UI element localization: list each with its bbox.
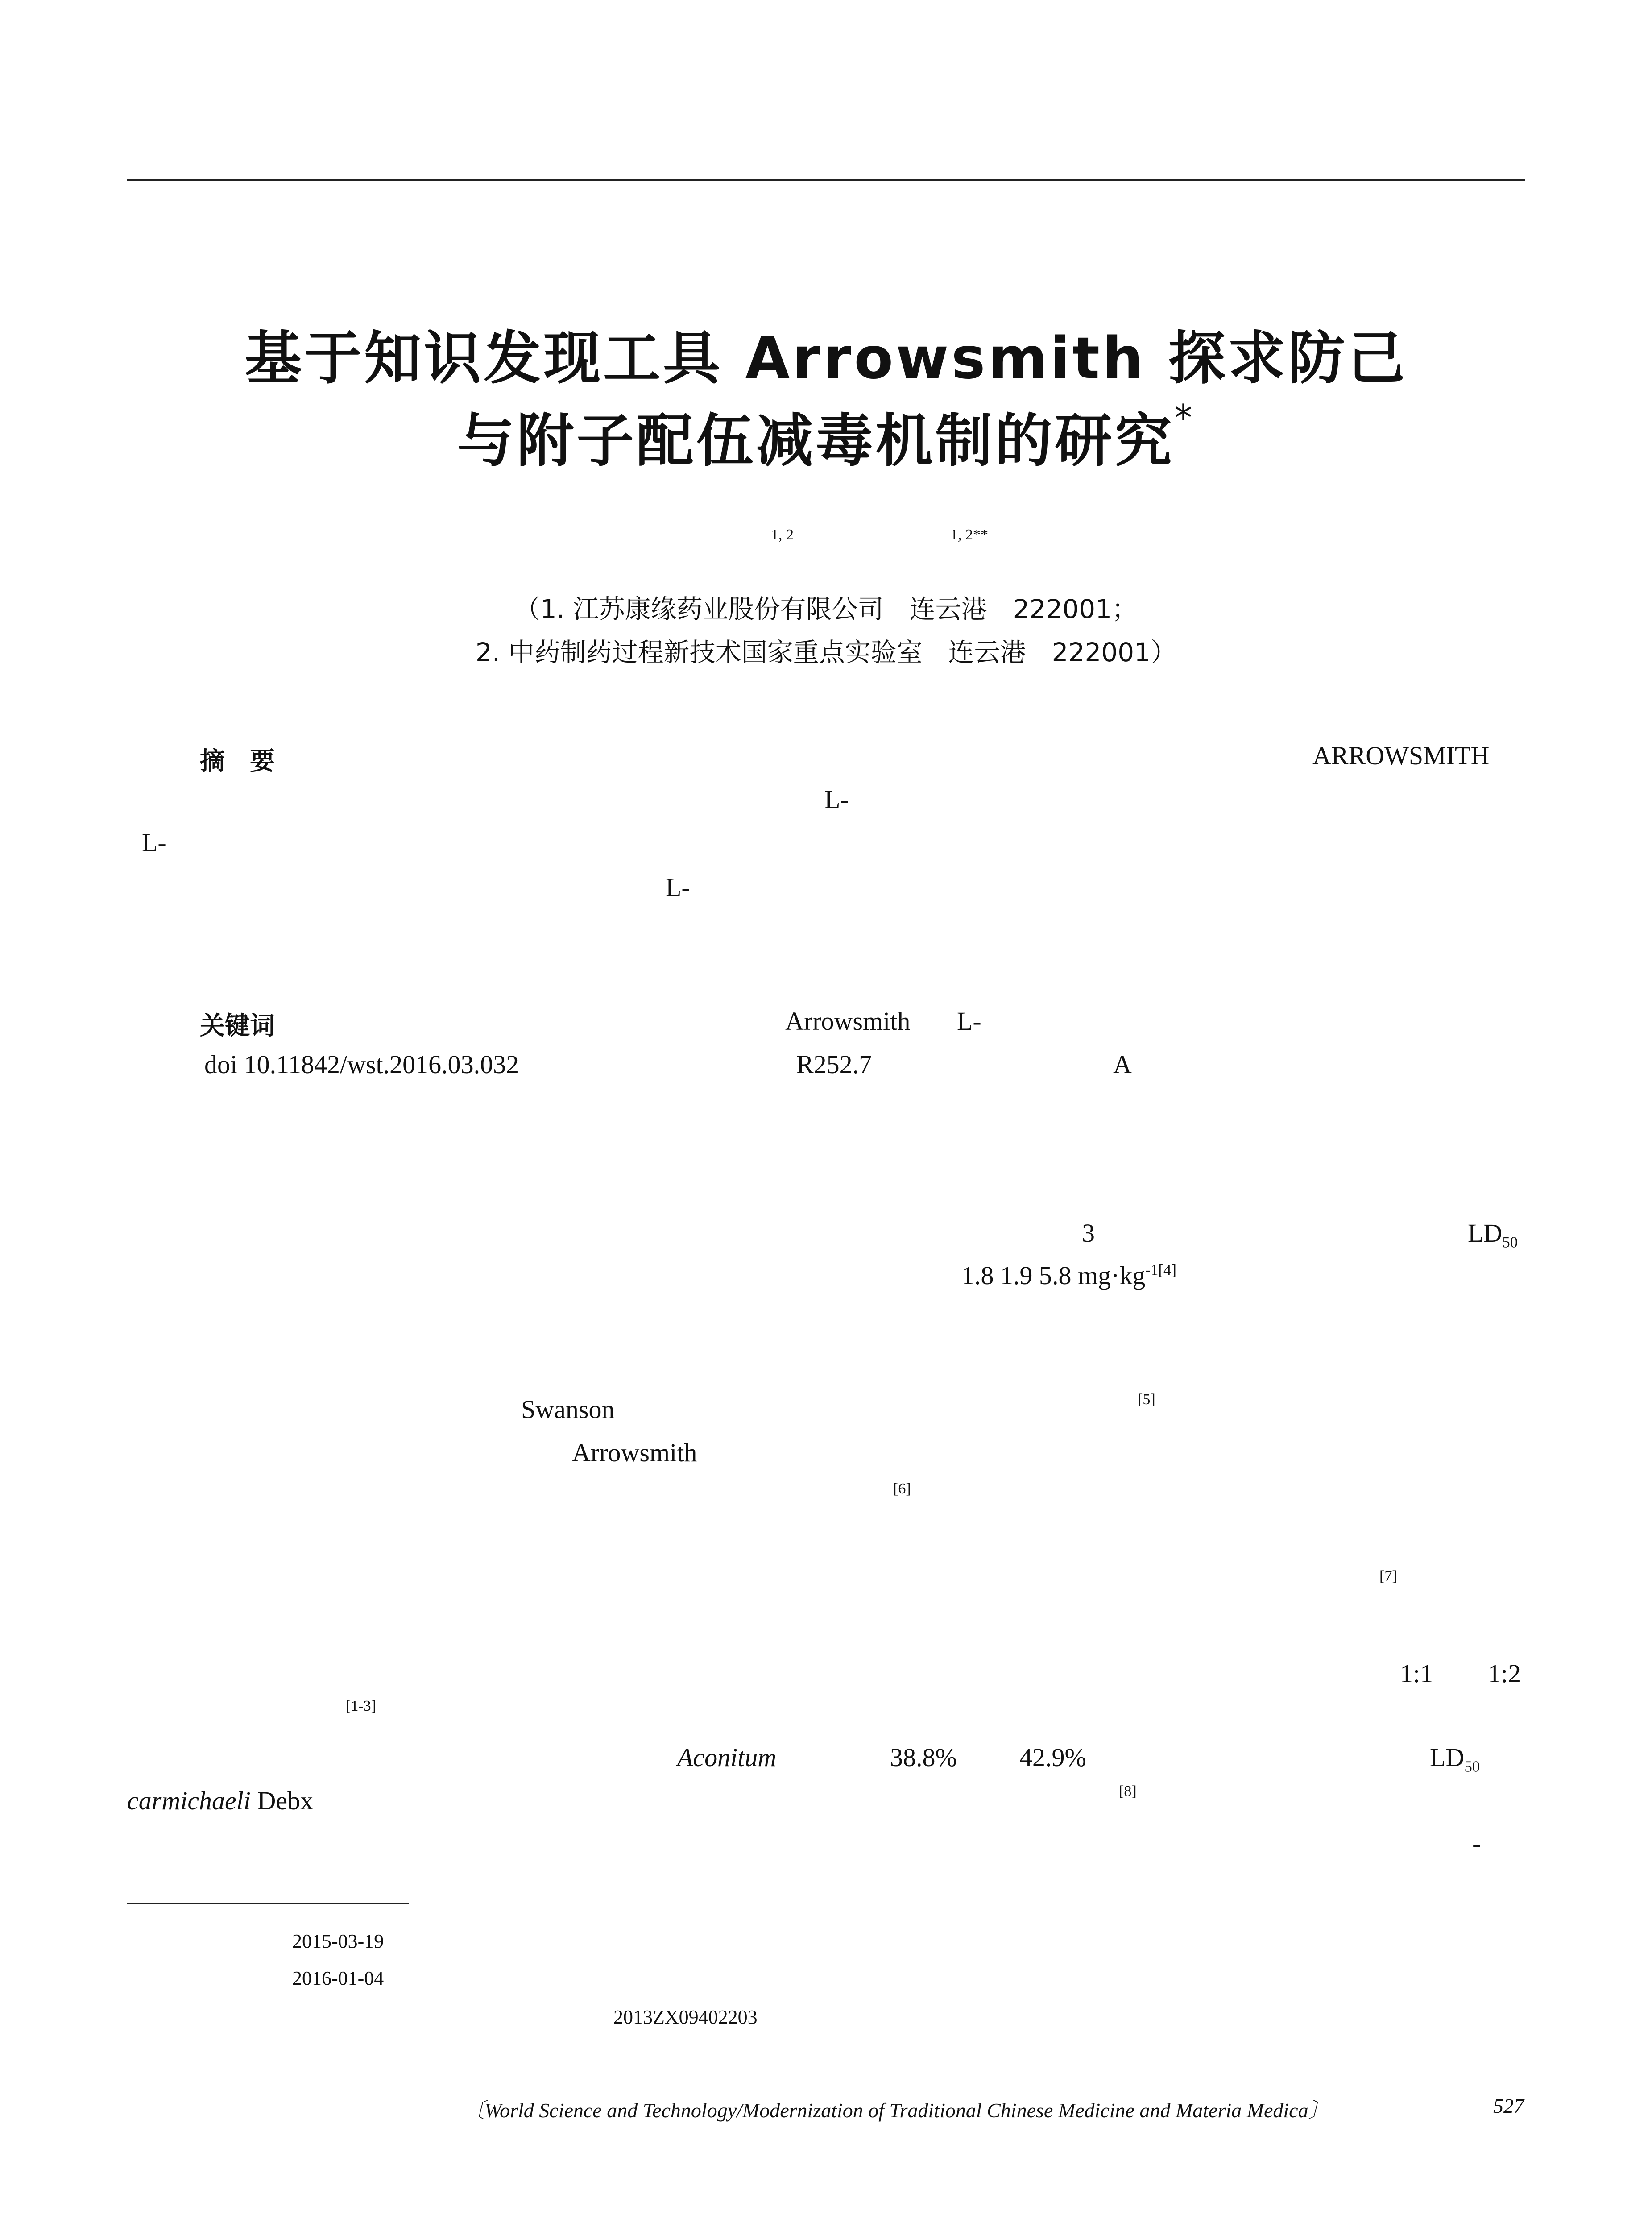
keywords-label: 关键词: [200, 1012, 275, 1041]
author-1-marker: 1, 2: [771, 527, 794, 543]
grant-number: 2013ZX09402203: [613, 2006, 758, 2028]
clc-number: R252.7: [796, 1050, 872, 1079]
journal-footer: 〔World Science and Technology/Modernization of Traditional Chinese Medicine and Materia Medica〕: [464, 2099, 1329, 2122]
revised-date: 2016-01-04: [292, 1967, 384, 1989]
species-name: carmichaeli Debx: [127, 1786, 314, 1815]
ref-7: [7]: [1379, 1568, 1397, 1584]
abstract-fragment-1: L-: [824, 785, 849, 814]
footnote-rule: [127, 1903, 409, 1904]
received-date: 2015-03-19: [292, 1930, 384, 1952]
body-dash: -: [1472, 1829, 1481, 1858]
title-line-1: 基于知识发现工具 Arrowsmith 探求防己: [244, 325, 1408, 392]
dose-values: 1.8 1.9 5.8 $mg\cdot kg^{-1[4]}$: [961, 1261, 1176, 1290]
percent-1: 38.8%: [890, 1743, 957, 1772]
abstract-fragment-3: L-: [666, 873, 690, 902]
page-number: 527: [1493, 2094, 1524, 2117]
ref-5: [5]: [1138, 1391, 1155, 1408]
ref-8: [8]: [1119, 1783, 1137, 1800]
keyword-tool: Arrowsmith: [785, 1007, 911, 1036]
keyword-fragment: L-: [957, 1007, 981, 1036]
title-line-2: 与附子配伍减毒机制的研究*: [457, 397, 1195, 474]
ref-6: [6]: [893, 1480, 911, 1497]
author-2-marker: 1, 2**: [950, 527, 988, 543]
ratio-1: 1:1: [1400, 1659, 1433, 1688]
genus-aconitum: Aconitum: [677, 1743, 777, 1772]
header-rule: [127, 179, 1525, 181]
abstract-fragment-2: L-: [142, 828, 166, 857]
ld50-second: $LD_{50}$: [1430, 1743, 1480, 1775]
abstract-tool-name: ARROWSMITH: [1312, 741, 1490, 770]
doi: doi 10.11842/wst.2016.03.032: [204, 1050, 519, 1079]
swanson-name: Swanson: [521, 1395, 615, 1424]
ratio-2: 1:2: [1488, 1659, 1521, 1688]
document-code: A: [1113, 1050, 1132, 1079]
affiliation-line-1: （1. 江苏康缘药业股份有限公司 连云港 222001；: [514, 594, 1138, 624]
affiliation-line-2: 2. 中药制药过程新技术国家重点实验室 连云港 222001）: [475, 637, 1177, 668]
arrowsmith-name: Arrowsmith: [572, 1438, 697, 1467]
body-count-3: 3: [1082, 1219, 1095, 1248]
abstract-label: 摘 要: [200, 747, 275, 776]
ld50-first: $LD_{50}$: [1468, 1219, 1518, 1251]
ref-1-3: [1-3]: [346, 1698, 376, 1714]
title-marker: *: [1174, 397, 1195, 439]
percent-2: 42.9%: [1019, 1743, 1086, 1772]
